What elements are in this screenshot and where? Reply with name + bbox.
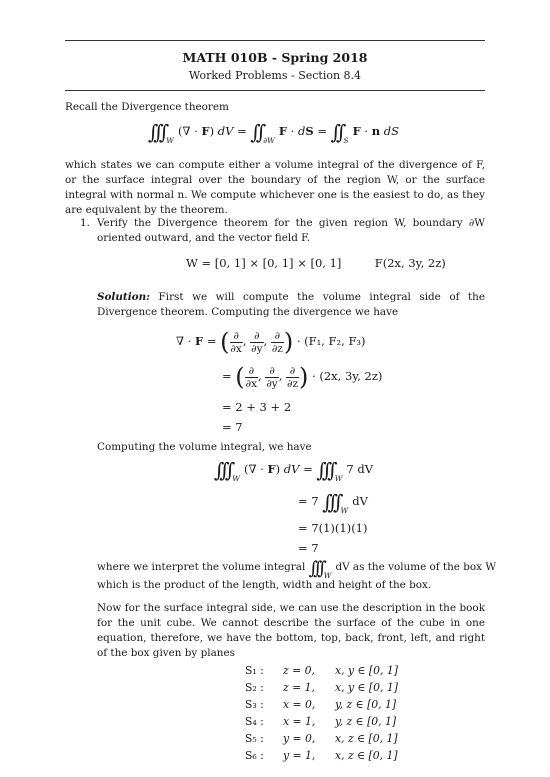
surface-row: [245, 749, 398, 762]
vector-field: F(2x, 3y, 2z): [374, 256, 446, 270]
header-rule: [65, 90, 485, 91]
surface-range: x, z ∈ [0, 1]: [335, 749, 398, 762]
volume-step-1: ∫∫∫ $_W$(∇ · F) dV = ∫∫∫ $_W$7 dV: [214, 458, 374, 483]
surface-equation: z = 1,: [283, 681, 315, 694]
surface-row: [245, 698, 396, 711]
volume-step-4: = 7: [298, 541, 319, 555]
document-subtitle: Worked Problems - Section 8.4: [188, 69, 362, 82]
surface-range: x, y ∈ [0, 1]: [335, 664, 398, 677]
divergence-theorem-equation: ∫∫∫ $_W$(∇ · F) dV = ∫∫ $_{\partial W}$F · dS = ∫∫ $_S$F · n dS: [148, 120, 400, 145]
problem-number: 1.: [80, 217, 90, 229]
surface-name: S₂ :: [245, 681, 264, 694]
surface-row: [245, 681, 398, 694]
surface-range: y, z ∈ [0, 1]: [335, 698, 397, 711]
recall-text: Recall the Divergence theorem: [65, 101, 229, 113]
surface-equation: z = 0,: [283, 664, 315, 677]
surface-equation: x = 1,: [283, 715, 316, 728]
solution-label: Solution:: [97, 291, 151, 303]
volume-intro: Computing the volume integral, we have: [97, 441, 312, 453]
surface-name: S₃ :: [245, 698, 264, 711]
surface-row: [245, 732, 398, 745]
divergence-step-3: = 2 + 3 + 2: [222, 400, 292, 414]
volume-step-2: = 7 ∫∫∫ $_W$dV: [298, 490, 368, 515]
divergence-step-1: ∇ · F = ( $\frac{\partial}{\partial x}$ , $\frac{\partial}{\partial y}$ , $\frac{\partial}{\partial z}$ ) · (F₁, F₂, F₃): [176, 328, 366, 356]
surface-row: [245, 715, 396, 728]
problem-region-and-field: [186, 256, 446, 270]
surface-name: S₄ :: [245, 715, 264, 728]
surface-equation: y = 1,: [283, 749, 316, 762]
divergence-step-4: = 7: [222, 420, 243, 434]
region-definition: W = [0, 1] × [0, 1] × [0, 1]: [186, 256, 342, 270]
surface-row: [245, 664, 398, 677]
surface-equation: y = 0,: [283, 732, 316, 745]
volume-interpretation-continued: which is the product of the length, width and height of the box.: [97, 579, 432, 591]
surface-intro: Now for the surface integral side, we can use the description in the book for the unit cube. We cannot describe the surface of the cube in one equation, therefore, we have the bottom, top, back, front, left, and right of the box given by planes: [97, 602, 485, 659]
theorem-explanation: which states we can compute either a volume integral of the divergence of F, or the surface integral over the boundary of the region W, or the surface integral with normal n. We compute whichever one is the easiest to do, as they are equivalent by the theorem.: [65, 159, 485, 216]
document-title: MATH 010B - Spring 2018: [182, 50, 368, 65]
volume-step-3: = 7(1)(1)(1): [298, 521, 368, 535]
solution-intro: Solution: First we will compute the volume integral side of the Divergence theorem. Computing the divergence we have: [97, 291, 485, 318]
volume-interpretation: where we interpret the volume integral ∫∫∫ $_W$dV as the volume of the box W: [97, 558, 496, 580]
surface-range: x, z ∈ [0, 1]: [335, 732, 398, 745]
top-rule: [65, 40, 485, 41]
surface-equation: x = 0,: [283, 698, 316, 711]
surface-range: x, y ∈ [0, 1]: [335, 681, 398, 694]
divergence-step-2: = ( $\frac{\partial}{\partial x}$ , $\frac{\partial}{\partial y}$ , $\frac{\partial}{\partial z}$ ) · (2x, 3y, 2z): [222, 363, 383, 391]
surface-name: S₁ :: [245, 664, 264, 677]
surface-range: y, z ∈ [0, 1]: [335, 715, 397, 728]
surface-name: S₅ :: [245, 732, 264, 745]
problem-statement: Verify the Divergence theorem for the given region W, boundary ∂W oriented outward, and the vector field F.: [97, 217, 485, 244]
surface-name: S₆ :: [245, 749, 264, 762]
